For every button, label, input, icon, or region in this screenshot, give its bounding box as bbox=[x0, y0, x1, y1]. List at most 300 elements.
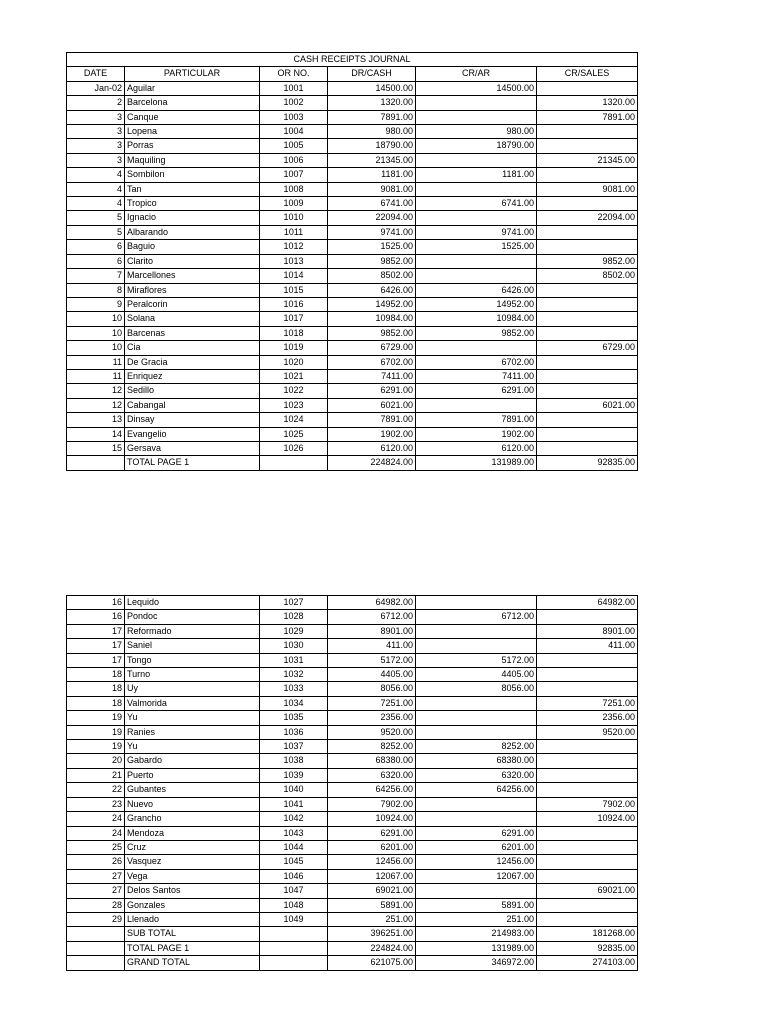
dr-cash-cell: 14952.00 bbox=[328, 297, 416, 311]
particular-cell: Cia bbox=[125, 341, 260, 355]
cr-sales-cell: 21345.00 bbox=[537, 153, 638, 167]
date-cell: 17 bbox=[67, 653, 125, 667]
dr-cash-cell: 6291.00 bbox=[328, 826, 416, 840]
dr-cash-cell: 5172.00 bbox=[328, 653, 416, 667]
cr-sales-cell bbox=[537, 197, 638, 211]
particular-cell: Maquiling bbox=[125, 153, 260, 167]
dr-cash-cell: 9520.00 bbox=[328, 725, 416, 739]
date-cell: 3 bbox=[67, 153, 125, 167]
date-cell bbox=[67, 941, 125, 955]
page1-rows bbox=[67, 81, 638, 470]
date-cell: 4 bbox=[67, 182, 125, 196]
cr-ar-cell: 6426.00 bbox=[416, 283, 537, 297]
particular-cell: Lopena bbox=[125, 125, 260, 139]
cr-ar-cell: 980.00 bbox=[416, 125, 537, 139]
date-cell: 28 bbox=[67, 898, 125, 912]
date-cell: 7 bbox=[67, 269, 125, 283]
table-row bbox=[67, 682, 638, 696]
particular-cell: Evangelio bbox=[125, 427, 260, 441]
cr-ar-cell: 6291.00 bbox=[416, 826, 537, 840]
table-row bbox=[67, 441, 638, 455]
dr-cash-cell: 1525.00 bbox=[328, 240, 416, 254]
or-no-cell: 1013 bbox=[260, 254, 328, 268]
date-cell: 4 bbox=[67, 168, 125, 182]
header-cr-sales: CR/SALES bbox=[537, 67, 638, 81]
cr-ar-cell: 9852.00 bbox=[416, 326, 537, 340]
particular-cell: Nuevo bbox=[125, 797, 260, 811]
dr-cash-cell: 251.00 bbox=[328, 912, 416, 926]
header-date: DATE bbox=[67, 67, 125, 81]
cr-sales-cell bbox=[537, 869, 638, 883]
particular-cell: Barcenas bbox=[125, 326, 260, 340]
dr-cash-cell: 5891.00 bbox=[328, 898, 416, 912]
or-no-cell: 1035 bbox=[260, 711, 328, 725]
or-no-cell: 1004 bbox=[260, 125, 328, 139]
particular-cell: Sedillo bbox=[125, 384, 260, 398]
dr-cash-cell: 224824.00 bbox=[328, 456, 416, 470]
table-row bbox=[67, 826, 638, 840]
date-cell: 2 bbox=[67, 96, 125, 110]
date-cell: 10 bbox=[67, 341, 125, 355]
particular-cell: Canque bbox=[125, 110, 260, 124]
table-row bbox=[67, 596, 638, 610]
cr-ar-cell: 64256.00 bbox=[416, 783, 537, 797]
date-cell: 14 bbox=[67, 427, 125, 441]
column-header-row bbox=[67, 67, 638, 81]
table-row bbox=[67, 225, 638, 239]
date-cell: 16 bbox=[67, 610, 125, 624]
or-no-cell: 1017 bbox=[260, 312, 328, 326]
date-cell: 18 bbox=[67, 682, 125, 696]
table-row bbox=[67, 639, 638, 653]
or-no-cell: 1028 bbox=[260, 610, 328, 624]
cr-ar-cell bbox=[416, 398, 537, 412]
cr-sales-cell bbox=[537, 610, 638, 624]
or-no-cell: 1037 bbox=[260, 740, 328, 754]
cr-sales-cell bbox=[537, 441, 638, 455]
dr-cash-cell: 64982.00 bbox=[328, 596, 416, 610]
or-no-cell: 1020 bbox=[260, 355, 328, 369]
cr-sales-cell: 7891.00 bbox=[537, 110, 638, 124]
cr-ar-cell: 9741.00 bbox=[416, 225, 537, 239]
table-row bbox=[67, 768, 638, 782]
cr-sales-cell bbox=[537, 312, 638, 326]
table-row bbox=[67, 884, 638, 898]
cr-ar-cell: 12067.00 bbox=[416, 869, 537, 883]
or-no-cell: 1032 bbox=[260, 668, 328, 682]
particular-cell: Mendoza bbox=[125, 826, 260, 840]
or-no-cell: 1027 bbox=[260, 596, 328, 610]
date-cell: 3 bbox=[67, 110, 125, 124]
or-no-cell: 1033 bbox=[260, 682, 328, 696]
cr-ar-cell: 14952.00 bbox=[416, 297, 537, 311]
date-cell: 23 bbox=[67, 797, 125, 811]
or-no-cell: 1023 bbox=[260, 398, 328, 412]
table-row bbox=[67, 912, 638, 926]
or-no-cell: 1031 bbox=[260, 653, 328, 667]
or-no-cell: 1012 bbox=[260, 240, 328, 254]
cr-sales-cell bbox=[537, 840, 638, 854]
table-row bbox=[67, 355, 638, 369]
table-row bbox=[67, 240, 638, 254]
date-cell: 19 bbox=[67, 725, 125, 739]
cr-ar-cell bbox=[416, 711, 537, 725]
or-no-cell: 1002 bbox=[260, 96, 328, 110]
or-no-cell: 1005 bbox=[260, 139, 328, 153]
particular-cell: Uy bbox=[125, 682, 260, 696]
table-row bbox=[67, 125, 638, 139]
dr-cash-cell: 21345.00 bbox=[328, 153, 416, 167]
cr-sales-cell: 64982.00 bbox=[537, 596, 638, 610]
cr-ar-cell: 6741.00 bbox=[416, 197, 537, 211]
dr-cash-cell: 9852.00 bbox=[328, 326, 416, 340]
cr-ar-cell: 6712.00 bbox=[416, 610, 537, 624]
cr-sales-cell: 6021.00 bbox=[537, 398, 638, 412]
date-cell: 11 bbox=[67, 369, 125, 383]
table-row bbox=[67, 610, 638, 624]
dr-cash-cell: 9741.00 bbox=[328, 225, 416, 239]
table-row bbox=[67, 783, 638, 797]
cr-sales-cell bbox=[537, 139, 638, 153]
dr-cash-cell: 6021.00 bbox=[328, 398, 416, 412]
dr-cash-cell: 10924.00 bbox=[328, 812, 416, 826]
cr-ar-cell: 131989.00 bbox=[416, 941, 537, 955]
table-row bbox=[67, 927, 638, 941]
particular-cell: Miraflores bbox=[125, 283, 260, 297]
dr-cash-cell: 621075.00 bbox=[328, 956, 416, 970]
or-no-cell: 1041 bbox=[260, 797, 328, 811]
cr-sales-cell: 92835.00 bbox=[537, 456, 638, 470]
particular-cell: Baguio bbox=[125, 240, 260, 254]
cr-sales-cell: 9852.00 bbox=[537, 254, 638, 268]
date-cell: 13 bbox=[67, 413, 125, 427]
date-cell bbox=[67, 956, 125, 970]
date-cell: 4 bbox=[67, 197, 125, 211]
date-cell: 17 bbox=[67, 639, 125, 653]
dr-cash-cell: 8252.00 bbox=[328, 740, 416, 754]
date-cell: 18 bbox=[67, 668, 125, 682]
or-no-cell: 1036 bbox=[260, 725, 328, 739]
cr-ar-cell: 214983.00 bbox=[416, 927, 537, 941]
dr-cash-cell: 14500.00 bbox=[328, 81, 416, 95]
dr-cash-cell: 8901.00 bbox=[328, 624, 416, 638]
table-row bbox=[67, 110, 638, 124]
or-no-cell: 1034 bbox=[260, 696, 328, 710]
cr-ar-cell bbox=[416, 725, 537, 739]
or-no-cell bbox=[260, 456, 328, 470]
cash-receipts-journal-table-page2 bbox=[66, 595, 638, 971]
cr-ar-cell bbox=[416, 110, 537, 124]
or-no-cell: 1039 bbox=[260, 768, 328, 782]
particular-cell: SUB TOTAL bbox=[125, 927, 260, 941]
date-cell: 26 bbox=[67, 855, 125, 869]
cr-ar-cell bbox=[416, 624, 537, 638]
dr-cash-cell: 411.00 bbox=[328, 639, 416, 653]
dr-cash-cell: 9081.00 bbox=[328, 182, 416, 196]
date-cell: 12 bbox=[67, 398, 125, 412]
journal-title: CASH RECEIPTS JOURNAL bbox=[67, 53, 638, 67]
or-no-cell: 1030 bbox=[260, 639, 328, 653]
or-no-cell bbox=[260, 941, 328, 955]
or-no-cell: 1007 bbox=[260, 168, 328, 182]
or-no-cell: 1029 bbox=[260, 624, 328, 638]
cr-ar-cell: 4405.00 bbox=[416, 668, 537, 682]
table-row bbox=[67, 941, 638, 955]
cr-ar-cell: 1902.00 bbox=[416, 427, 537, 441]
particular-cell: Cruz bbox=[125, 840, 260, 854]
or-no-cell bbox=[260, 956, 328, 970]
particular-cell: Gabardo bbox=[125, 754, 260, 768]
date-cell: 3 bbox=[67, 139, 125, 153]
or-no-cell: 1003 bbox=[260, 110, 328, 124]
particular-cell: Albarando bbox=[125, 225, 260, 239]
table-row bbox=[67, 153, 638, 167]
cr-sales-cell bbox=[537, 668, 638, 682]
particular-cell: Enriquez bbox=[125, 369, 260, 383]
particular-cell: Solana bbox=[125, 312, 260, 326]
dr-cash-cell: 6120.00 bbox=[328, 441, 416, 455]
particular-cell: Delos Santos bbox=[125, 884, 260, 898]
date-cell: 25 bbox=[67, 840, 125, 854]
dr-cash-cell: 10984.00 bbox=[328, 312, 416, 326]
cr-ar-cell: 12456.00 bbox=[416, 855, 537, 869]
table-row bbox=[67, 696, 638, 710]
or-no-cell: 1011 bbox=[260, 225, 328, 239]
particular-cell: Marcellones bbox=[125, 269, 260, 283]
dr-cash-cell: 6729.00 bbox=[328, 341, 416, 355]
particular-cell: Gersava bbox=[125, 441, 260, 455]
particular-cell: TOTAL PAGE 1 bbox=[125, 941, 260, 955]
date-cell: 24 bbox=[67, 812, 125, 826]
dr-cash-cell: 68380.00 bbox=[328, 754, 416, 768]
dr-cash-cell: 6291.00 bbox=[328, 384, 416, 398]
particular-cell: Pondoc bbox=[125, 610, 260, 624]
particular-cell: Reformado bbox=[125, 624, 260, 638]
particular-cell: Yu bbox=[125, 740, 260, 754]
particular-cell: Sombilon bbox=[125, 168, 260, 182]
table-row bbox=[67, 96, 638, 110]
date-cell: 27 bbox=[67, 869, 125, 883]
cr-sales-cell bbox=[537, 297, 638, 311]
dr-cash-cell: 9852.00 bbox=[328, 254, 416, 268]
cr-sales-cell bbox=[537, 898, 638, 912]
particular-cell: Tongo bbox=[125, 653, 260, 667]
table-row bbox=[67, 840, 638, 854]
or-no-cell: 1018 bbox=[260, 326, 328, 340]
cr-ar-cell: 5891.00 bbox=[416, 898, 537, 912]
dr-cash-cell: 69021.00 bbox=[328, 884, 416, 898]
cr-sales-cell bbox=[537, 283, 638, 297]
table-row bbox=[67, 956, 638, 970]
particular-cell: Vega bbox=[125, 869, 260, 883]
cr-sales-cell bbox=[537, 740, 638, 754]
dr-cash-cell: 396251.00 bbox=[328, 927, 416, 941]
table-row bbox=[67, 754, 638, 768]
or-no-cell: 1016 bbox=[260, 297, 328, 311]
cr-ar-cell bbox=[416, 96, 537, 110]
cr-sales-cell: 411.00 bbox=[537, 639, 638, 653]
or-no-cell: 1015 bbox=[260, 283, 328, 297]
cr-sales-cell bbox=[537, 912, 638, 926]
date-cell: 5 bbox=[67, 225, 125, 239]
cash-receipts-journal-table-page1 bbox=[66, 52, 638, 471]
dr-cash-cell: 22094.00 bbox=[328, 211, 416, 225]
dr-cash-cell: 8502.00 bbox=[328, 269, 416, 283]
table-row bbox=[67, 139, 638, 153]
dr-cash-cell: 7891.00 bbox=[328, 110, 416, 124]
or-no-cell: 1038 bbox=[260, 754, 328, 768]
header-or-no: OR NO. bbox=[260, 67, 328, 81]
particular-cell: Gonzales bbox=[125, 898, 260, 912]
cr-sales-cell bbox=[537, 225, 638, 239]
or-no-cell: 1044 bbox=[260, 840, 328, 854]
dr-cash-cell: 7251.00 bbox=[328, 696, 416, 710]
particular-cell: Saniel bbox=[125, 639, 260, 653]
cr-sales-cell: 7902.00 bbox=[537, 797, 638, 811]
cr-ar-cell: 6201.00 bbox=[416, 840, 537, 854]
dr-cash-cell: 1181.00 bbox=[328, 168, 416, 182]
header-dr-cash: DR/CASH bbox=[328, 67, 416, 81]
or-no-cell bbox=[260, 927, 328, 941]
cr-ar-cell: 7411.00 bbox=[416, 369, 537, 383]
date-cell: 29 bbox=[67, 912, 125, 926]
date-cell: 12 bbox=[67, 384, 125, 398]
table-row bbox=[67, 456, 638, 470]
cr-ar-cell bbox=[416, 269, 537, 283]
cr-sales-cell bbox=[537, 240, 638, 254]
dr-cash-cell: 1320.00 bbox=[328, 96, 416, 110]
cr-ar-cell bbox=[416, 639, 537, 653]
or-no-cell: 1025 bbox=[260, 427, 328, 441]
dr-cash-cell: 6320.00 bbox=[328, 768, 416, 782]
cr-sales-cell bbox=[537, 783, 638, 797]
table-row bbox=[67, 898, 638, 912]
cr-sales-cell: 8502.00 bbox=[537, 269, 638, 283]
or-no-cell: 1010 bbox=[260, 211, 328, 225]
dr-cash-cell: 1902.00 bbox=[328, 427, 416, 441]
dr-cash-cell: 12067.00 bbox=[328, 869, 416, 883]
date-cell: 27 bbox=[67, 884, 125, 898]
cr-ar-cell bbox=[416, 254, 537, 268]
date-cell: 11 bbox=[67, 355, 125, 369]
cr-ar-cell: 346972.00 bbox=[416, 956, 537, 970]
particular-cell: Cabangal bbox=[125, 398, 260, 412]
particular-cell: Tropico bbox=[125, 197, 260, 211]
particular-cell: Valmorida bbox=[125, 696, 260, 710]
cr-sales-cell bbox=[537, 355, 638, 369]
particular-cell: Porras bbox=[125, 139, 260, 153]
dr-cash-cell: 18790.00 bbox=[328, 139, 416, 153]
date-cell: 9 bbox=[67, 297, 125, 311]
cr-sales-cell bbox=[537, 413, 638, 427]
date-cell: 5 bbox=[67, 211, 125, 225]
or-no-cell: 1047 bbox=[260, 884, 328, 898]
or-no-cell: 1022 bbox=[260, 384, 328, 398]
particular-cell: Vasquez bbox=[125, 855, 260, 869]
date-cell: 24 bbox=[67, 826, 125, 840]
cr-ar-cell: 8252.00 bbox=[416, 740, 537, 754]
particular-cell: Turno bbox=[125, 668, 260, 682]
or-no-cell: 1009 bbox=[260, 197, 328, 211]
cr-sales-cell: 92835.00 bbox=[537, 941, 638, 955]
cr-ar-cell bbox=[416, 812, 537, 826]
cr-sales-cell: 1320.00 bbox=[537, 96, 638, 110]
header-particular: PARTICULAR bbox=[125, 67, 260, 81]
particular-cell: Peralcorin bbox=[125, 297, 260, 311]
dr-cash-cell: 980.00 bbox=[328, 125, 416, 139]
table-row bbox=[67, 869, 638, 883]
date-cell: 6 bbox=[67, 254, 125, 268]
cr-ar-cell: 251.00 bbox=[416, 912, 537, 926]
particular-cell: GRAND TOTAL bbox=[125, 956, 260, 970]
cr-ar-cell bbox=[416, 884, 537, 898]
dr-cash-cell: 224824.00 bbox=[328, 941, 416, 955]
table-row bbox=[67, 725, 638, 739]
cr-sales-cell bbox=[537, 384, 638, 398]
cr-ar-cell: 7891.00 bbox=[416, 413, 537, 427]
cr-ar-cell bbox=[416, 341, 537, 355]
cr-sales-cell: 9081.00 bbox=[537, 182, 638, 196]
cr-sales-cell bbox=[537, 653, 638, 667]
particular-cell: Llenado bbox=[125, 912, 260, 926]
cr-sales-cell: 7251.00 bbox=[537, 696, 638, 710]
cr-sales-cell bbox=[537, 768, 638, 782]
cr-ar-cell bbox=[416, 153, 537, 167]
particular-cell: TOTAL PAGE 1 bbox=[125, 456, 260, 470]
table-row bbox=[67, 427, 638, 441]
cr-sales-cell: 181268.00 bbox=[537, 927, 638, 941]
dr-cash-cell: 12456.00 bbox=[328, 855, 416, 869]
cr-ar-cell: 5172.00 bbox=[416, 653, 537, 667]
table-row bbox=[67, 283, 638, 297]
table-row bbox=[67, 297, 638, 311]
cr-ar-cell bbox=[416, 211, 537, 225]
table-row bbox=[67, 740, 638, 754]
cr-sales-cell bbox=[537, 427, 638, 441]
date-cell: 18 bbox=[67, 696, 125, 710]
or-no-cell: 1008 bbox=[260, 182, 328, 196]
date-cell: 17 bbox=[67, 624, 125, 638]
table-row bbox=[67, 211, 638, 225]
or-no-cell: 1014 bbox=[260, 269, 328, 283]
dr-cash-cell: 64256.00 bbox=[328, 783, 416, 797]
or-no-cell: 1026 bbox=[260, 441, 328, 455]
particular-cell: Dinsay bbox=[125, 413, 260, 427]
table-title-row bbox=[67, 53, 638, 67]
cr-sales-cell bbox=[537, 855, 638, 869]
particular-cell: Ignacio bbox=[125, 211, 260, 225]
date-cell: 16 bbox=[67, 596, 125, 610]
cr-ar-cell: 68380.00 bbox=[416, 754, 537, 768]
or-no-cell: 1046 bbox=[260, 869, 328, 883]
table-row bbox=[67, 269, 638, 283]
table-row bbox=[67, 624, 638, 638]
table-row bbox=[67, 812, 638, 826]
cr-sales-cell bbox=[537, 754, 638, 768]
dr-cash-cell: 7902.00 bbox=[328, 797, 416, 811]
cr-sales-cell: 274103.00 bbox=[537, 956, 638, 970]
or-no-cell: 1042 bbox=[260, 812, 328, 826]
cr-ar-cell: 1525.00 bbox=[416, 240, 537, 254]
particular-cell: Lequido bbox=[125, 596, 260, 610]
table-row bbox=[67, 369, 638, 383]
cr-ar-cell: 14500.00 bbox=[416, 81, 537, 95]
date-cell: 8 bbox=[67, 283, 125, 297]
table-row bbox=[67, 855, 638, 869]
or-no-cell: 1001 bbox=[260, 81, 328, 95]
particular-cell: Puerto bbox=[125, 768, 260, 782]
table-row bbox=[67, 254, 638, 268]
